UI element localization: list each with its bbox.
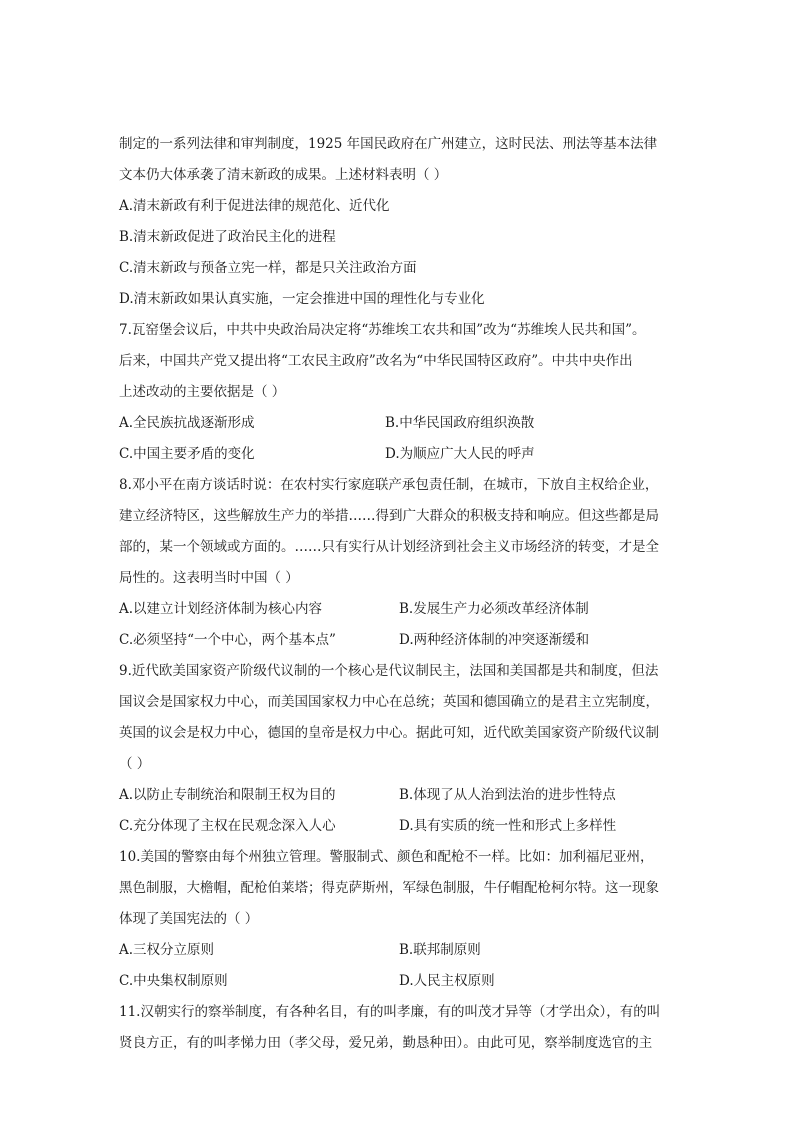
question-6 [119,129,679,315]
question-stem-line: 部的，某一个领域或方面的。……只有实行从计划经济到社会主义市场经济的转变，才是全 [119,539,659,555]
option-c: C.清末新政与预备立宪一样，都是只关注政治方面 [119,260,417,276]
question-stem-line: 文本仍大体承袭了清末新政的成果。上述材料表明（ ） [119,167,448,183]
question-stem-line: 英国的议会是权力中心，德国的皇帝是权力中心。据此可知，近代欧美国家资产阶级代议制 [119,725,659,741]
question-9 [119,656,679,842]
options-row [119,780,679,811]
option-b: B.联邦制原则 [399,942,481,958]
question-stem-line: （ ） [119,756,151,772]
option-a: A.以建立计划经济体制为核心内容 [119,601,323,617]
question-stem-line: 黑色制服，大檐帽，配枪伯莱塔；得克萨斯州，军绿色制服，牛仔帽配枪柯尔特。这一现象 [119,880,659,896]
option-a: A.以防止专制统治和限制王权为目的 [119,787,336,803]
question-stem-line: 上述改动的主要依据是（ ） [119,384,286,400]
exam-content [119,129,679,1059]
question-stem-line: 贤良方正，有的叫孝悌力田（孝父母，爱兄弟，勤恳种田）。由此可见，察举制度选官的主 [119,1035,653,1051]
option-c: C.中央集权制原则 [119,973,228,989]
question-stem-line: 7.瓦窑堡会议后，中共中央政治局决定将“苏维埃工农共和国”改为“苏维埃人民共和国”。 [119,322,646,338]
question-stem-line: 11.汉朝实行的察举制度，有各种名目，有的叫孝廉，有的叫茂才异等（才学出众），有的叫 [119,1004,661,1020]
option-d: D.为顺应广大人民的呼声 [385,446,535,462]
option-b: B.发展生产力必须改革经济体制 [399,601,589,617]
question-stem-line: 局性的。这表明当时中国（ ） [119,570,299,586]
question-stem-line: 体现了美国宪法的（ ） [119,911,259,927]
option-d: D.具有实质的统一性和形式上多样性 [399,818,617,834]
option-a: A.三权分立原则 [119,942,215,958]
options-row [119,625,679,656]
option-d: D.清末新政如果认真实施，一定会推进中国的理性化与专业化 [119,291,485,307]
question-stem-line: 国议会是国家权力中心，而美国国家权力中心在总统；英国和德国确立的是君主立宪制度， [119,694,659,710]
question-7 [119,315,679,470]
option-a: A.清末新政有利于促进法律的规范化、近代化 [119,198,390,214]
question-stem-line: 后来，中国共产党又提出将“工农民主政府”改名为“中华民国特区政府”。中共中央作出 [119,353,633,369]
option-a: A.全民族抗战逐渐形成 [119,415,255,431]
options-row [119,811,679,842]
options-row [119,594,679,625]
option-d: D.人民主权原则 [399,973,495,989]
option-b: B.体现了从人治到法治的进步性特点 [399,787,616,803]
question-stem-line: 10.美国的警察由每个州独立管理。警服制式、颜色和配枪不一样。比如：加利福尼亚州， [119,849,654,865]
option-c: C.充分体现了主权在民观念深入人心 [119,818,336,834]
options-row [119,408,679,439]
option-c: C.必须坚持“一个中心，两个基本点” [119,632,336,648]
option-b: B.中华民国政府组织涣散 [385,415,535,431]
question-stem-line: 建立经济特区，这些解放生产力的举措……得到广大群众的积极支持和响应。但这些都是局 [119,508,659,524]
option-b: B.清末新政促进了政治民主化的进程 [119,229,336,245]
question-11 [119,997,679,1059]
question-stem-line: 8.邓小平在南方谈话时说：在农村实行家庭联产承包责任制，在城市，下放自主权给企业， [119,477,659,493]
options-row [119,935,679,966]
question-10 [119,842,679,997]
question-stem-line: 制定的一系列法律和审判制度，1925 年国民政府在广州建立，这时民法、刑法等基本法律 [119,136,658,152]
question-stem-line: 9.近代欧美国家资产阶级代议制的一个核心是代议制民主，法国和美国都是共和制度，但法 [119,663,659,679]
options-row [119,966,679,997]
option-c: C.中国主要矛盾的变化 [119,446,255,462]
question-8 [119,470,679,656]
options-row [119,439,679,470]
option-d: D.两种经济体制的冲突逐渐缓和 [399,632,590,648]
